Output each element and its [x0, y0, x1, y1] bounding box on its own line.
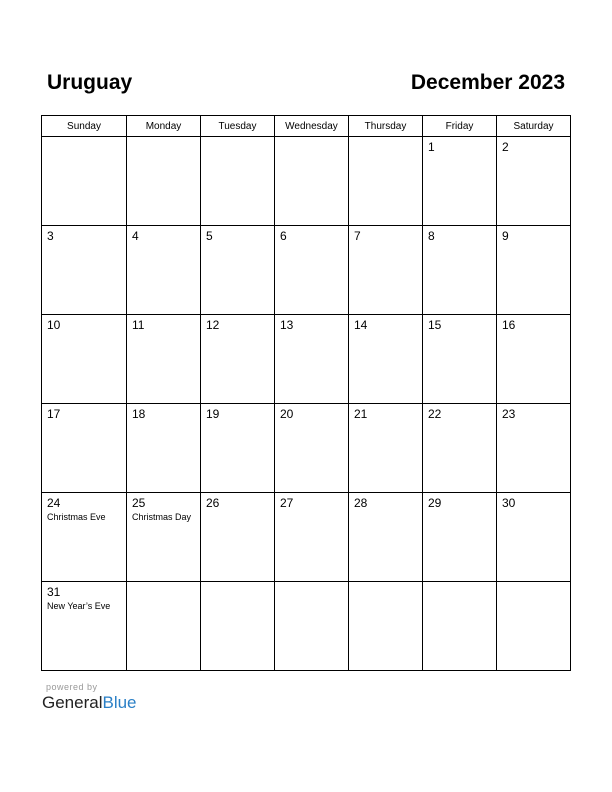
week-row [42, 137, 571, 226]
weekday-header: Saturday [497, 116, 571, 137]
day-cell [349, 226, 423, 315]
weekday-header: Monday [127, 116, 201, 137]
day-number: 28 [354, 496, 368, 510]
day-cell [275, 582, 349, 671]
day-number: 7 [354, 229, 361, 243]
holiday-label: Christmas Day [132, 512, 192, 522]
day-cell [349, 582, 423, 671]
day-number [201, 137, 274, 141]
day-cell [423, 226, 497, 315]
day-cell [127, 315, 201, 404]
day-cell [497, 137, 571, 226]
day-cell [497, 315, 571, 404]
weekday-header: Wednesday [275, 116, 349, 137]
weekday-header: Tuesday [201, 116, 275, 137]
day-number: 12 [206, 318, 220, 332]
day-number [127, 137, 200, 141]
day-number [201, 582, 274, 586]
day-cell [275, 137, 349, 226]
day-cell [201, 137, 275, 226]
day-number [275, 137, 348, 141]
day-cell [423, 404, 497, 493]
day-cell [349, 404, 423, 493]
week-row [42, 226, 571, 315]
day-number: 30 [502, 496, 516, 510]
day-number: 2 [502, 140, 509, 154]
logo-text-blue: Blue [102, 693, 137, 712]
day-cell [201, 582, 275, 671]
day-cell [423, 493, 497, 582]
day-number: 25 [132, 496, 146, 510]
day-number: 24 [47, 496, 61, 510]
weekday-header: Thursday [349, 116, 423, 137]
day-number: 26 [206, 496, 220, 510]
day-cell [127, 404, 201, 493]
day-number: 4 [132, 229, 139, 243]
day-number [349, 137, 422, 141]
day-cell [423, 582, 497, 671]
day-number: 3 [47, 229, 54, 243]
day-number: 14 [354, 318, 368, 332]
day-cell [349, 137, 423, 226]
holiday-label: New Year’s Eve [47, 601, 111, 611]
week-row [42, 582, 571, 671]
day-cell [42, 493, 127, 582]
weekday-header-row [42, 116, 571, 137]
day-number: 1 [428, 140, 435, 154]
day-number: 17 [47, 407, 61, 421]
day-cell [127, 582, 201, 671]
day-cell [497, 226, 571, 315]
day-number: 19 [206, 407, 220, 421]
calendar-grid [41, 115, 571, 671]
day-number: 8 [428, 229, 435, 243]
day-cell [127, 137, 201, 226]
day-number [275, 582, 348, 586]
weekday-header: Sunday [42, 116, 127, 137]
day-number: 22 [428, 407, 442, 421]
day-number: 13 [280, 318, 294, 332]
day-number: 20 [280, 407, 294, 421]
day-cell [127, 226, 201, 315]
day-number: 23 [502, 407, 516, 421]
day-cell [497, 582, 571, 671]
day-cell [42, 582, 127, 671]
day-cell [42, 137, 127, 226]
week-row [42, 315, 571, 404]
day-number [497, 582, 570, 586]
country-title: Uruguay [47, 71, 133, 94]
day-cell [497, 493, 571, 582]
day-number: 5 [206, 229, 213, 243]
day-number: 31 [47, 585, 61, 599]
day-cell [201, 493, 275, 582]
day-cell [42, 226, 127, 315]
day-number: 11 [132, 318, 145, 332]
day-cell [201, 315, 275, 404]
day-cell [275, 493, 349, 582]
day-number: 9 [502, 229, 509, 243]
day-number: 15 [428, 318, 442, 332]
logo-text-general: General [42, 693, 103, 712]
day-number: 10 [47, 318, 61, 332]
month-title: December 2023 [410, 71, 565, 94]
day-number: 16 [502, 318, 516, 332]
day-cell [275, 226, 349, 315]
day-cell [201, 404, 275, 493]
powered-by-label: powered by [46, 682, 98, 692]
day-number [423, 582, 496, 586]
day-number: 21 [354, 407, 368, 421]
day-number: 6 [280, 229, 287, 243]
weekday-header: Friday [423, 116, 497, 137]
day-number [127, 582, 200, 586]
day-cell [42, 315, 127, 404]
day-cell [275, 315, 349, 404]
day-cell [42, 404, 127, 493]
generalblue-logo [42, 693, 137, 713]
day-number: 29 [428, 496, 442, 510]
holiday-label: Christmas Eve [47, 512, 106, 522]
day-cell [497, 404, 571, 493]
week-row [42, 404, 571, 493]
day-cell [127, 493, 201, 582]
day-number: 18 [132, 407, 146, 421]
day-cell [349, 315, 423, 404]
week-row [42, 493, 571, 582]
day-cell [349, 493, 423, 582]
day-number: 27 [280, 496, 294, 510]
day-cell [275, 404, 349, 493]
day-cell [423, 315, 497, 404]
day-cell [423, 137, 497, 226]
day-cell [201, 226, 275, 315]
day-number [42, 137, 126, 141]
day-number [349, 582, 422, 586]
